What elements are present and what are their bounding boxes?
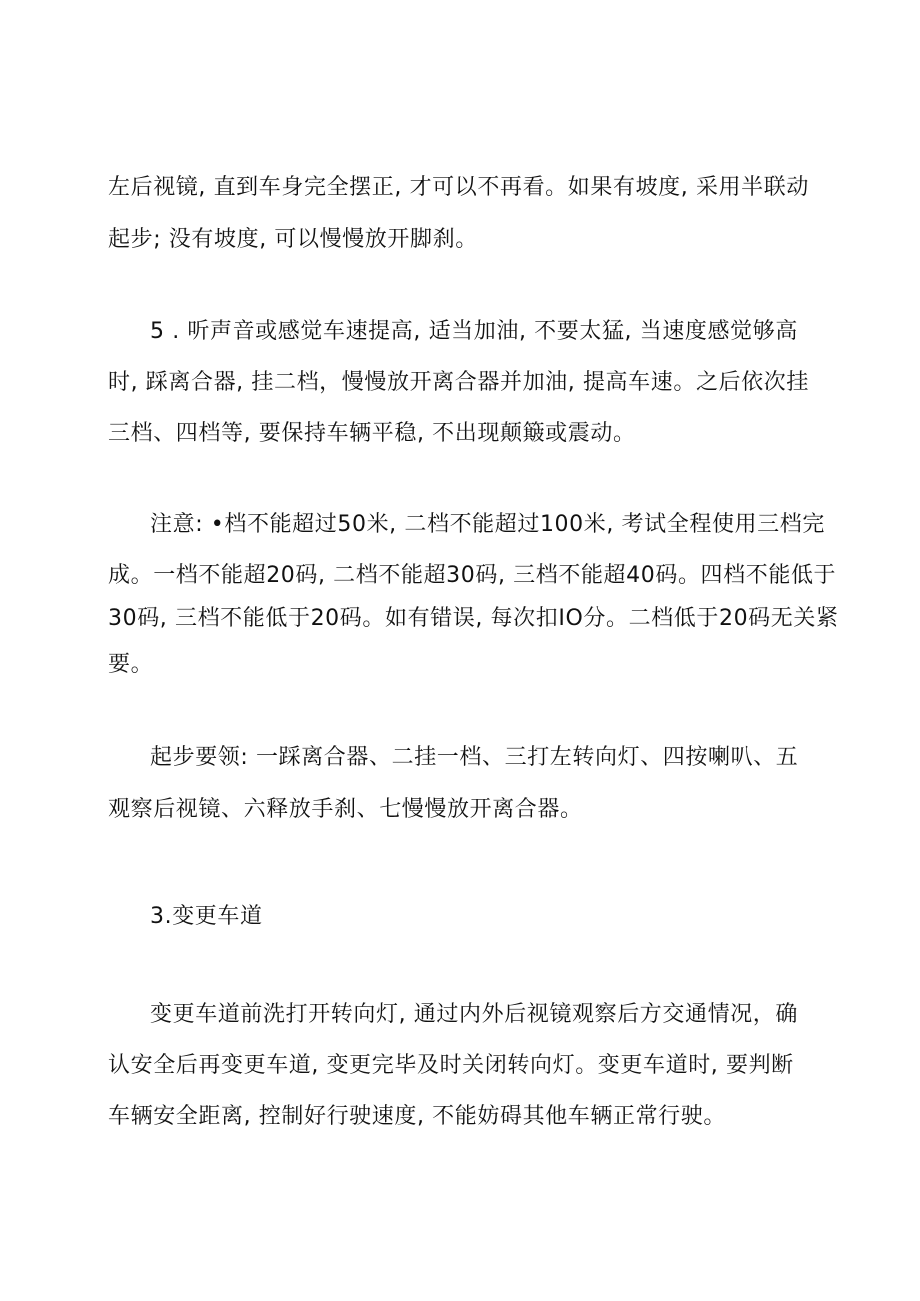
paragraph-line: 时, 踩离合器, 挂二档，慢慢放开离合器并加油, 提高车速。之后依次挂 (108, 370, 809, 395)
paragraph-line: 车辆安全距离, 控制好行驶速度, 不能妨碍其他车辆正常行驶。 (108, 1104, 726, 1129)
paragraph-line: 三档、四档等, 要保持车辆平稳, 不出现颠簸或震动。 (108, 421, 636, 446)
paragraph-line: 30码, 三档不能低于20码。如有错误, 每次扣IO分。二档低于20码无关紧 (108, 606, 839, 631)
paragraph-line: 5 . 听声音或感觉车速提高, 适当加油, 不要太猛, 当速度感觉够高 (150, 319, 798, 344)
section-heading: 3.变更车道 (150, 904, 263, 929)
paragraph-line: 认安全后再变更车道, 变更完毕及时关闭转向灯。变更车道时, 要判断 (108, 1053, 794, 1078)
paragraph-line: 起步要领: 一踩离合器、二挂一档、三打左转向灯、四按喇叭、五 (150, 745, 799, 770)
paragraph-line: 左后视镜, 直到车身完全摆正, 才可以不再看。如果有坡度, 采用半联动 (108, 175, 809, 200)
paragraph-line: 起步; 没有坡度, 可以慢慢放开脚刹。 (108, 227, 478, 252)
paragraph-line: 注意: •档不能超过50米, 二档不能超过100米, 考试全程使用三档完 (150, 512, 825, 537)
paragraph-line: 观察后视镜、六释放手刹、七慢慢放开离合器。 (108, 797, 583, 822)
paragraph-line: 要。 (108, 652, 154, 677)
paragraph-line: 变更车道前洗打开转向灯, 通过内外后视镜观察后方交通情况，确 (150, 1002, 798, 1027)
paragraph-line: 成。一档不能超20码, 二档不能超30码, 三档不能超40码。四档不能低于 (108, 563, 837, 588)
